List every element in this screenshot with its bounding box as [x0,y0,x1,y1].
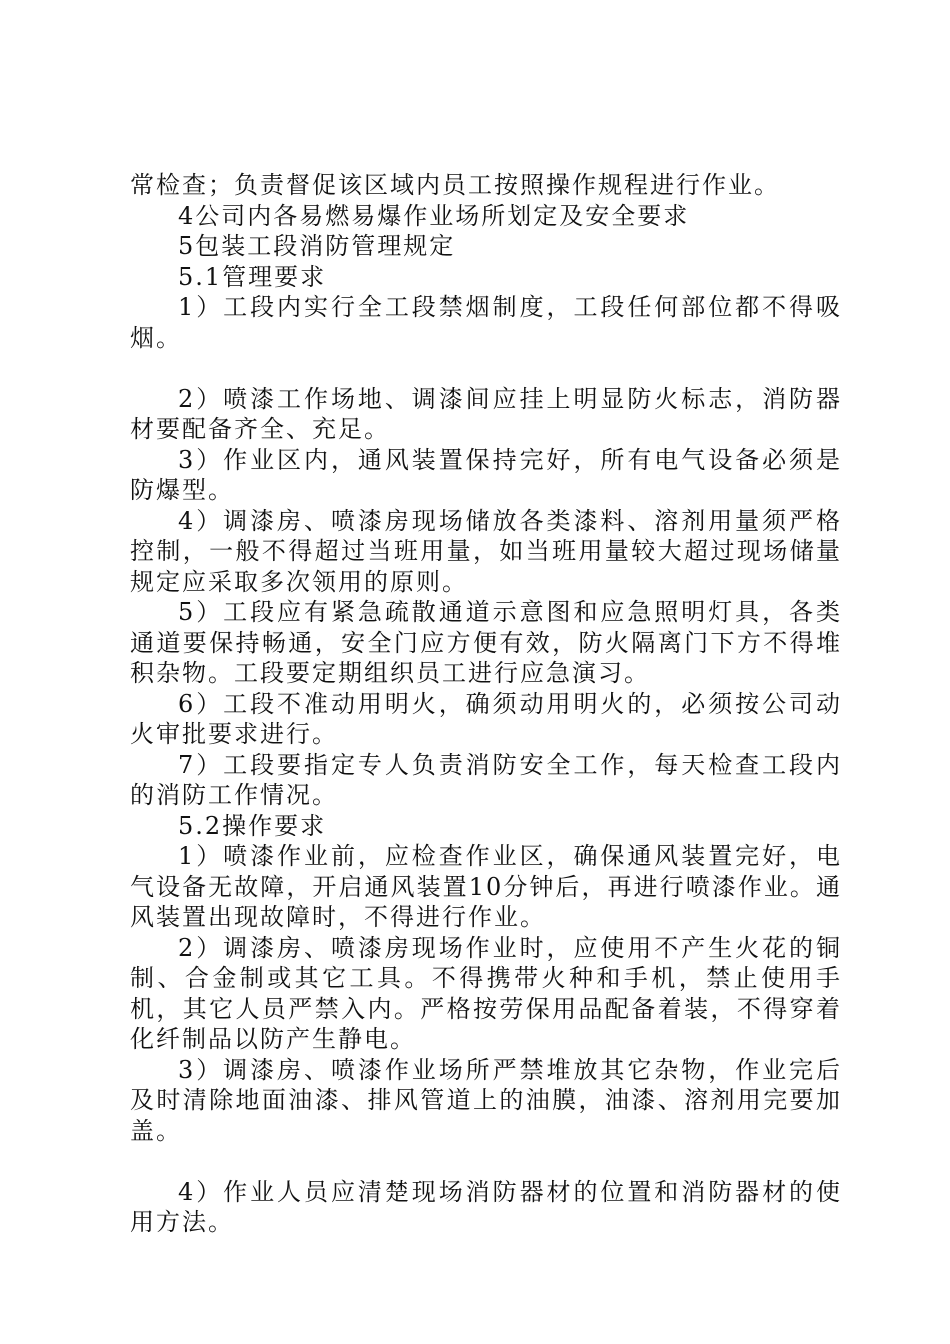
list-item: 4）作业人员应清楚现场消防器材的位置和消防器材的使用方法。 [130,1177,842,1236]
paragraph-continuation: 常检查；负责督促该区域内员工按照操作规程进行作业。 [130,171,780,199]
section-heading-5: 5包装工段消防管理规定 [178,232,456,260]
blank-line [130,353,842,384]
document-body [130,170,842,1238]
list-item: 4）调漆房、喷漆房现场储放各类漆料、溶剂用量须严格控制，一般不得超过当班用量，如当班用量较大超过现场储量规定应采取多次领用的原则。 [130,506,842,596]
list-item: 6）工段不准动用明火，确须动用明火的，必须按公司动火审批要求进行。 [130,689,842,748]
section-heading-4: 4公司内各易燃易爆作业场所划定及安全要求 [178,201,690,230]
list-item: 3）作业区内，通风装置保持完好，所有电气设备必须是防爆型。 [130,445,842,504]
subsection-heading-5-2: 5.2操作要求 [178,811,327,840]
list-item: 1）工段内实行全工段禁烟制度，工段任何部位都不得吸烟。 [130,293,842,352]
list-item: 2）喷漆工作场地、调漆间应挂上明显防火标志，消防器材要配备齐全、充足。 [130,384,842,443]
list-item: 7）工段要指定专人负责消防安全工作，每天检查工段内的消防工作情况。 [130,750,842,809]
subsection-heading-5-1: 5.1管理要求 [178,262,327,291]
list-item: 1）喷漆作业前，应检查作业区，确保通风装置完好，电气设备无故障，开启通风装置10分钟后，再进行喷漆作业。通风装置出现故障时，不得进行作业。 [130,842,842,931]
list-item: 5）工段应有紧急疏散通道示意图和应急照明灯具，各类通道要保持畅通，安全门应方便有效，防火隔离门下方不得堆积杂物。工段要定期组织员工进行应急演习。 [130,598,842,687]
list-item: 3）调漆房、喷漆作业场所严禁堆放其它杂物，作业完后及时清除地面油漆、排风管道上的油膜，油漆、溶剂用完要加盖。 [130,1055,842,1145]
list-item: 2）调漆房、喷漆房现场作业时，应使用不产生火花的铜制、合金制或其它工具。不得携带火种和手机，禁止使用手机，其它人员严禁入内。严格按劳保用品配备着装，不得穿着化纤制品以防产生静电。 [130,933,842,1053]
blank-line [130,1146,842,1177]
